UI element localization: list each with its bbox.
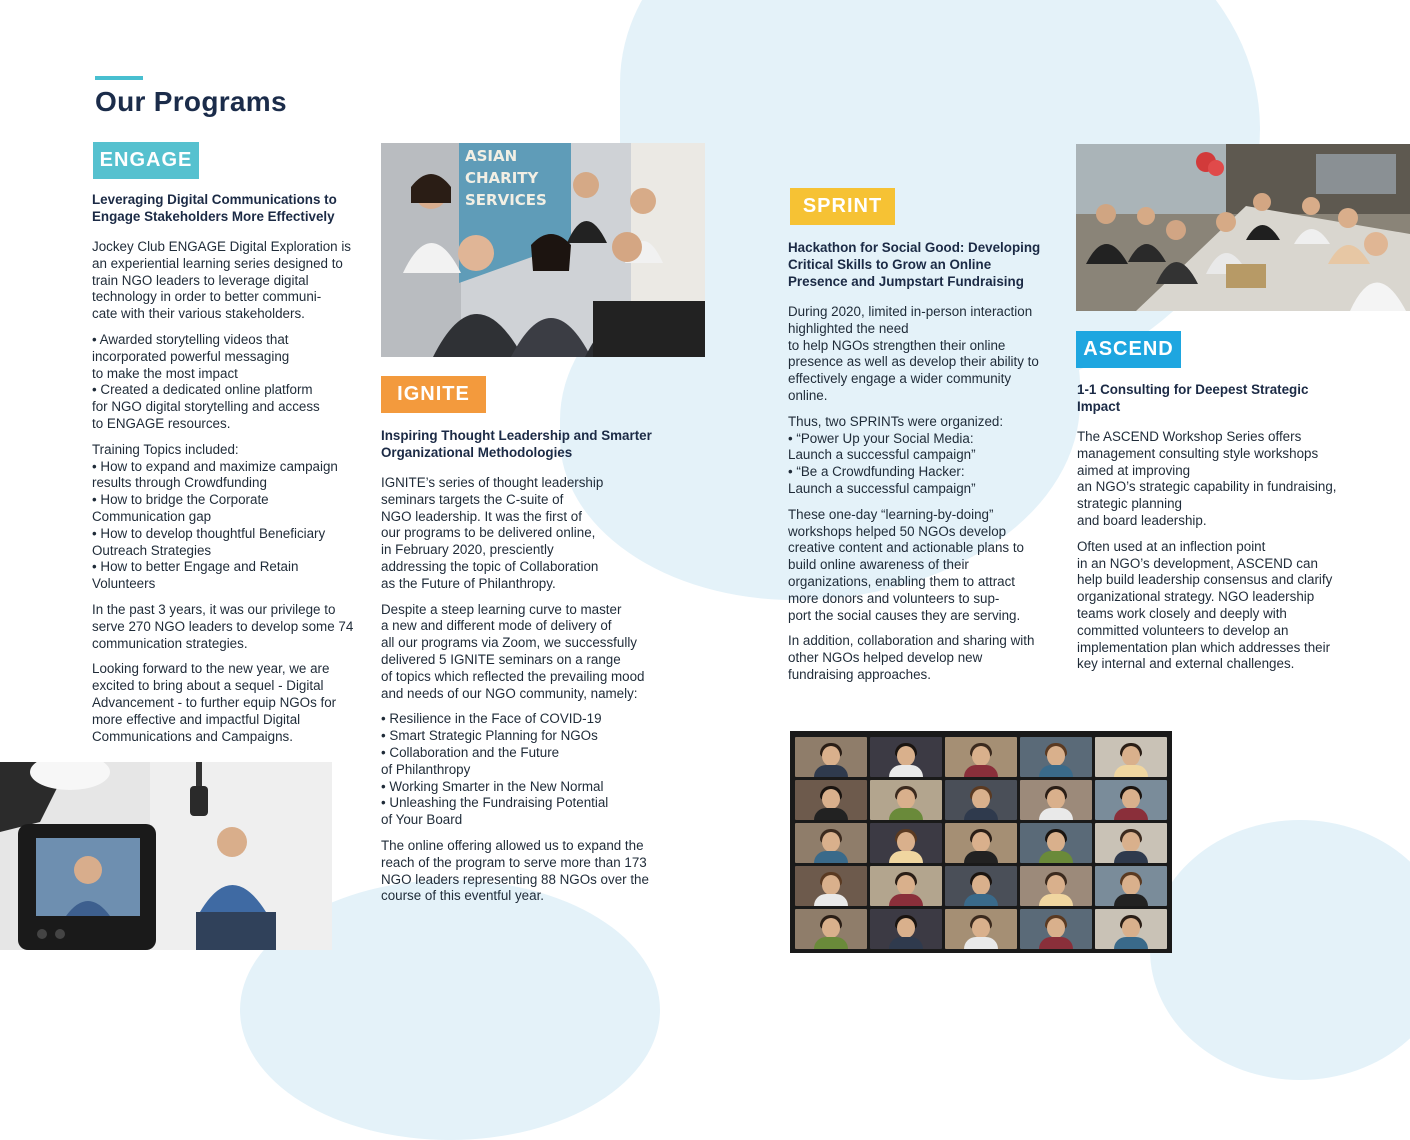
sprint-photo-zoom-call [790, 731, 1172, 953]
zoom-participant-tile [870, 737, 942, 777]
sprint-paragraph: Thus, two SPRINTs were organized: • “Power Up your Social Media: Launch a successful campaign” • “Be a Crowdfunding Hacker: Launch a successful campaign” [788, 413, 1004, 496]
participant-body [1114, 808, 1148, 820]
zoom-participant-tile [795, 866, 867, 906]
zoom-participant-tile [1095, 737, 1167, 777]
engage-paragraph: • Awarded storytelling videos that incorporated powerful messaging to make the most impact • Created a dedicated online platform for NGO digital storytelling and access to ENGAGE resources. [92, 331, 320, 431]
ignite-paragraph: IGNITE’s series of thought leadership seminars targets the C-suite of NGO leadership. It was the first of our programs to be delivered online, in February 2020, presciently addressing the topic of Collaboration as the Future of Philanthropy. [381, 475, 604, 591]
zoom-participant-tile [870, 866, 942, 906]
banner-line-3: SERVICES [465, 191, 547, 209]
zoom-participant-tile [945, 823, 1017, 863]
participant-face [972, 746, 990, 766]
zoom-participant-tile [1095, 909, 1167, 949]
sprint-tag: SPRINT [790, 188, 895, 225]
zoom-participant-tile [945, 780, 1017, 820]
participant-body [1114, 765, 1148, 777]
zoom-participant-tile [1095, 780, 1167, 820]
participant-face [897, 789, 915, 809]
participant-face [1047, 789, 1065, 809]
participant-face [1122, 746, 1140, 766]
sprint-section [788, 239, 1046, 693]
zoom-participant-tile [795, 823, 867, 863]
zoom-participant-tile [795, 737, 867, 777]
zoom-participant-tile [1020, 737, 1092, 777]
participant-body [889, 851, 923, 863]
zoom-participant-tile [795, 780, 867, 820]
participant-face [1122, 832, 1140, 852]
ascend-tag: ASCEND [1076, 331, 1181, 368]
participant-body [814, 808, 848, 820]
participant-face [897, 746, 915, 766]
page-title: Our Programs [95, 86, 287, 117]
engage-photo-studio [0, 762, 332, 950]
ignite-paragraph: The online offering allowed us to expand the reach of the program to serve more than 173 NGO leaders representing 88 NGOs over the course of this eventful year. [381, 837, 649, 904]
participant-face [822, 746, 840, 766]
participant-body [889, 937, 923, 949]
participant-body [964, 808, 998, 820]
sprint-subhead: Hackathon for Social Good: Developing Critical Skills to Grow an Online Presence and Jumpstart Fundraising [788, 240, 1041, 289]
engage-paragraph: Jockey Club ENGAGE Digital Exploration is an experiential learning series designed to train NGO leaders to leverage digital technology in order to better communi- cate with their various stakeholders. [92, 239, 351, 322]
ignite-photo-group [381, 143, 705, 357]
participant-body [814, 937, 848, 949]
participant-face [972, 875, 990, 895]
participant-face [1047, 918, 1065, 938]
participant-body [889, 894, 923, 906]
ascend-photo-meeting [1076, 144, 1410, 311]
zoom-participant-tile [945, 737, 1017, 777]
participant-face [897, 918, 915, 938]
ascend-paragraph: The ASCEND Workshop Series offers management consulting style workshops aimed at improving an NGO’s strategic capability in fundraising, strategic planning and board leadership. [1077, 429, 1337, 528]
zoom-participant-tile [945, 909, 1017, 949]
engage-section [92, 191, 360, 754]
participant-face [1047, 746, 1065, 766]
participant-body [814, 765, 848, 777]
participant-face [1122, 875, 1140, 895]
participant-body [1039, 808, 1073, 820]
engage-paragraph: Looking forward to the new year, we are excited to bring about a sequel - Digital Advancement - to further equip NGOs for more effective and impactful Digital Communications and Campaigns. [92, 661, 337, 744]
ignite-paragraph: Despite a steep learning curve to master a new and different mode of delivery of all our programs via Zoom, we successfully delivered 5 IGNITE seminars on a range of topics which reflected the prevailing mood and needs of our NGO community, namely: [381, 601, 645, 701]
participant-face [822, 875, 840, 895]
participant-face [1047, 832, 1065, 852]
ascend-subhead: 1-1 Consulting for Deepest Strategic Impact [1077, 382, 1309, 414]
zoom-participant-tile [1020, 909, 1092, 949]
engage-subhead: Leveraging Digital Communications to Engage Stakeholders More Effectively [92, 192, 337, 224]
participant-body [964, 894, 998, 906]
sprint-paragraph: These one-day “learning-by-doing” workshops helped 50 NGOs develop creative content and actionable plans to build online awareness of their organizations, enabling them to attract more donors and volunteers to sup- port the social causes they are serving. [788, 506, 1024, 623]
engage-paragraph: In the past 3 years, it was our privilege to serve 270 NGO leaders to develop some 74 communication strategies. [92, 601, 354, 651]
banner-line-2: CHARITY [465, 169, 539, 187]
zoom-participant-tile [870, 909, 942, 949]
participant-body [889, 808, 923, 820]
sprint-paragraph: In addition, collaboration and sharing with other NGOs helped develop new fundraising approaches. [788, 633, 1035, 682]
participant-body [814, 851, 848, 863]
participant-face [822, 918, 840, 938]
engage-paragraph: Training Topics included: • How to expand and maximize campaign results through Crowdfunding • How to bridge the Corporate Communication gap • How to develop thoughtful Beneficiary Outreach Strategies • How to better Engage and Retain Volunteers [92, 441, 338, 592]
participant-body [964, 937, 998, 949]
ascend-section [1077, 381, 1337, 682]
participant-face [897, 832, 915, 852]
participant-face [822, 832, 840, 852]
participant-body [1114, 937, 1148, 949]
sprint-paragraph: During 2020, limited in-person interaction highlighted the need to help NGOs strengthen their online presence as well as develop their ability to effectively engage a wider community online. [788, 304, 1039, 403]
zoom-participant-tile [870, 780, 942, 820]
participant-face [1047, 875, 1065, 895]
participant-body [1039, 894, 1073, 906]
zoom-participant-tile [1020, 823, 1092, 863]
participant-body [1114, 894, 1148, 906]
participant-body [1039, 937, 1073, 949]
participant-face [972, 789, 990, 809]
ascend-paragraph: Often used at an inflection point in an NGO’s development, ASCEND can help build leadership consensus and clarify organizational strategy. NGO leadership teams work closely and deeply with committed volunteers to develop an implementation plan which addresses their key internal and external challenges. [1077, 538, 1333, 672]
ignite-section [381, 427, 661, 914]
background-blob [1150, 820, 1410, 1080]
zoom-participant-tile [795, 909, 867, 949]
zoom-participant-tile [1020, 866, 1092, 906]
zoom-participant-tile [1095, 823, 1167, 863]
banner-line-1: ASIAN [465, 147, 518, 165]
ignite-tag: IGNITE [381, 376, 486, 413]
participant-body [814, 894, 848, 906]
participant-body [889, 765, 923, 777]
participant-face [1122, 789, 1140, 809]
zoom-participant-tile [1095, 866, 1167, 906]
participant-body [964, 765, 998, 777]
participant-body [1114, 851, 1148, 863]
engage-tag: ENGAGE [93, 142, 199, 179]
ignite-paragraph: • Resilience in the Face of COVID-19 • Smart Strategic Planning for NGOs • Collaboration and the Future of Philanthropy • Working Smarter in the New Normal • Unleashing the Fundraising Potential of Your Board [381, 711, 609, 828]
zoom-participant-tile [870, 823, 942, 863]
zoom-participant-tile [1020, 780, 1092, 820]
zoom-participant-tile [945, 866, 1017, 906]
ignite-subhead: Inspiring Thought Leadership and Smarter Organizational Methodologies [381, 428, 652, 460]
title-accent-line [95, 76, 143, 80]
participant-face [822, 789, 840, 809]
participant-body [1039, 765, 1073, 777]
participant-body [964, 851, 998, 863]
participant-face [972, 918, 990, 938]
participant-face [897, 875, 915, 895]
zoom-participant-grid [795, 737, 1167, 949]
participant-face [972, 832, 990, 852]
participant-body [1039, 851, 1073, 863]
participant-face [1122, 918, 1140, 938]
